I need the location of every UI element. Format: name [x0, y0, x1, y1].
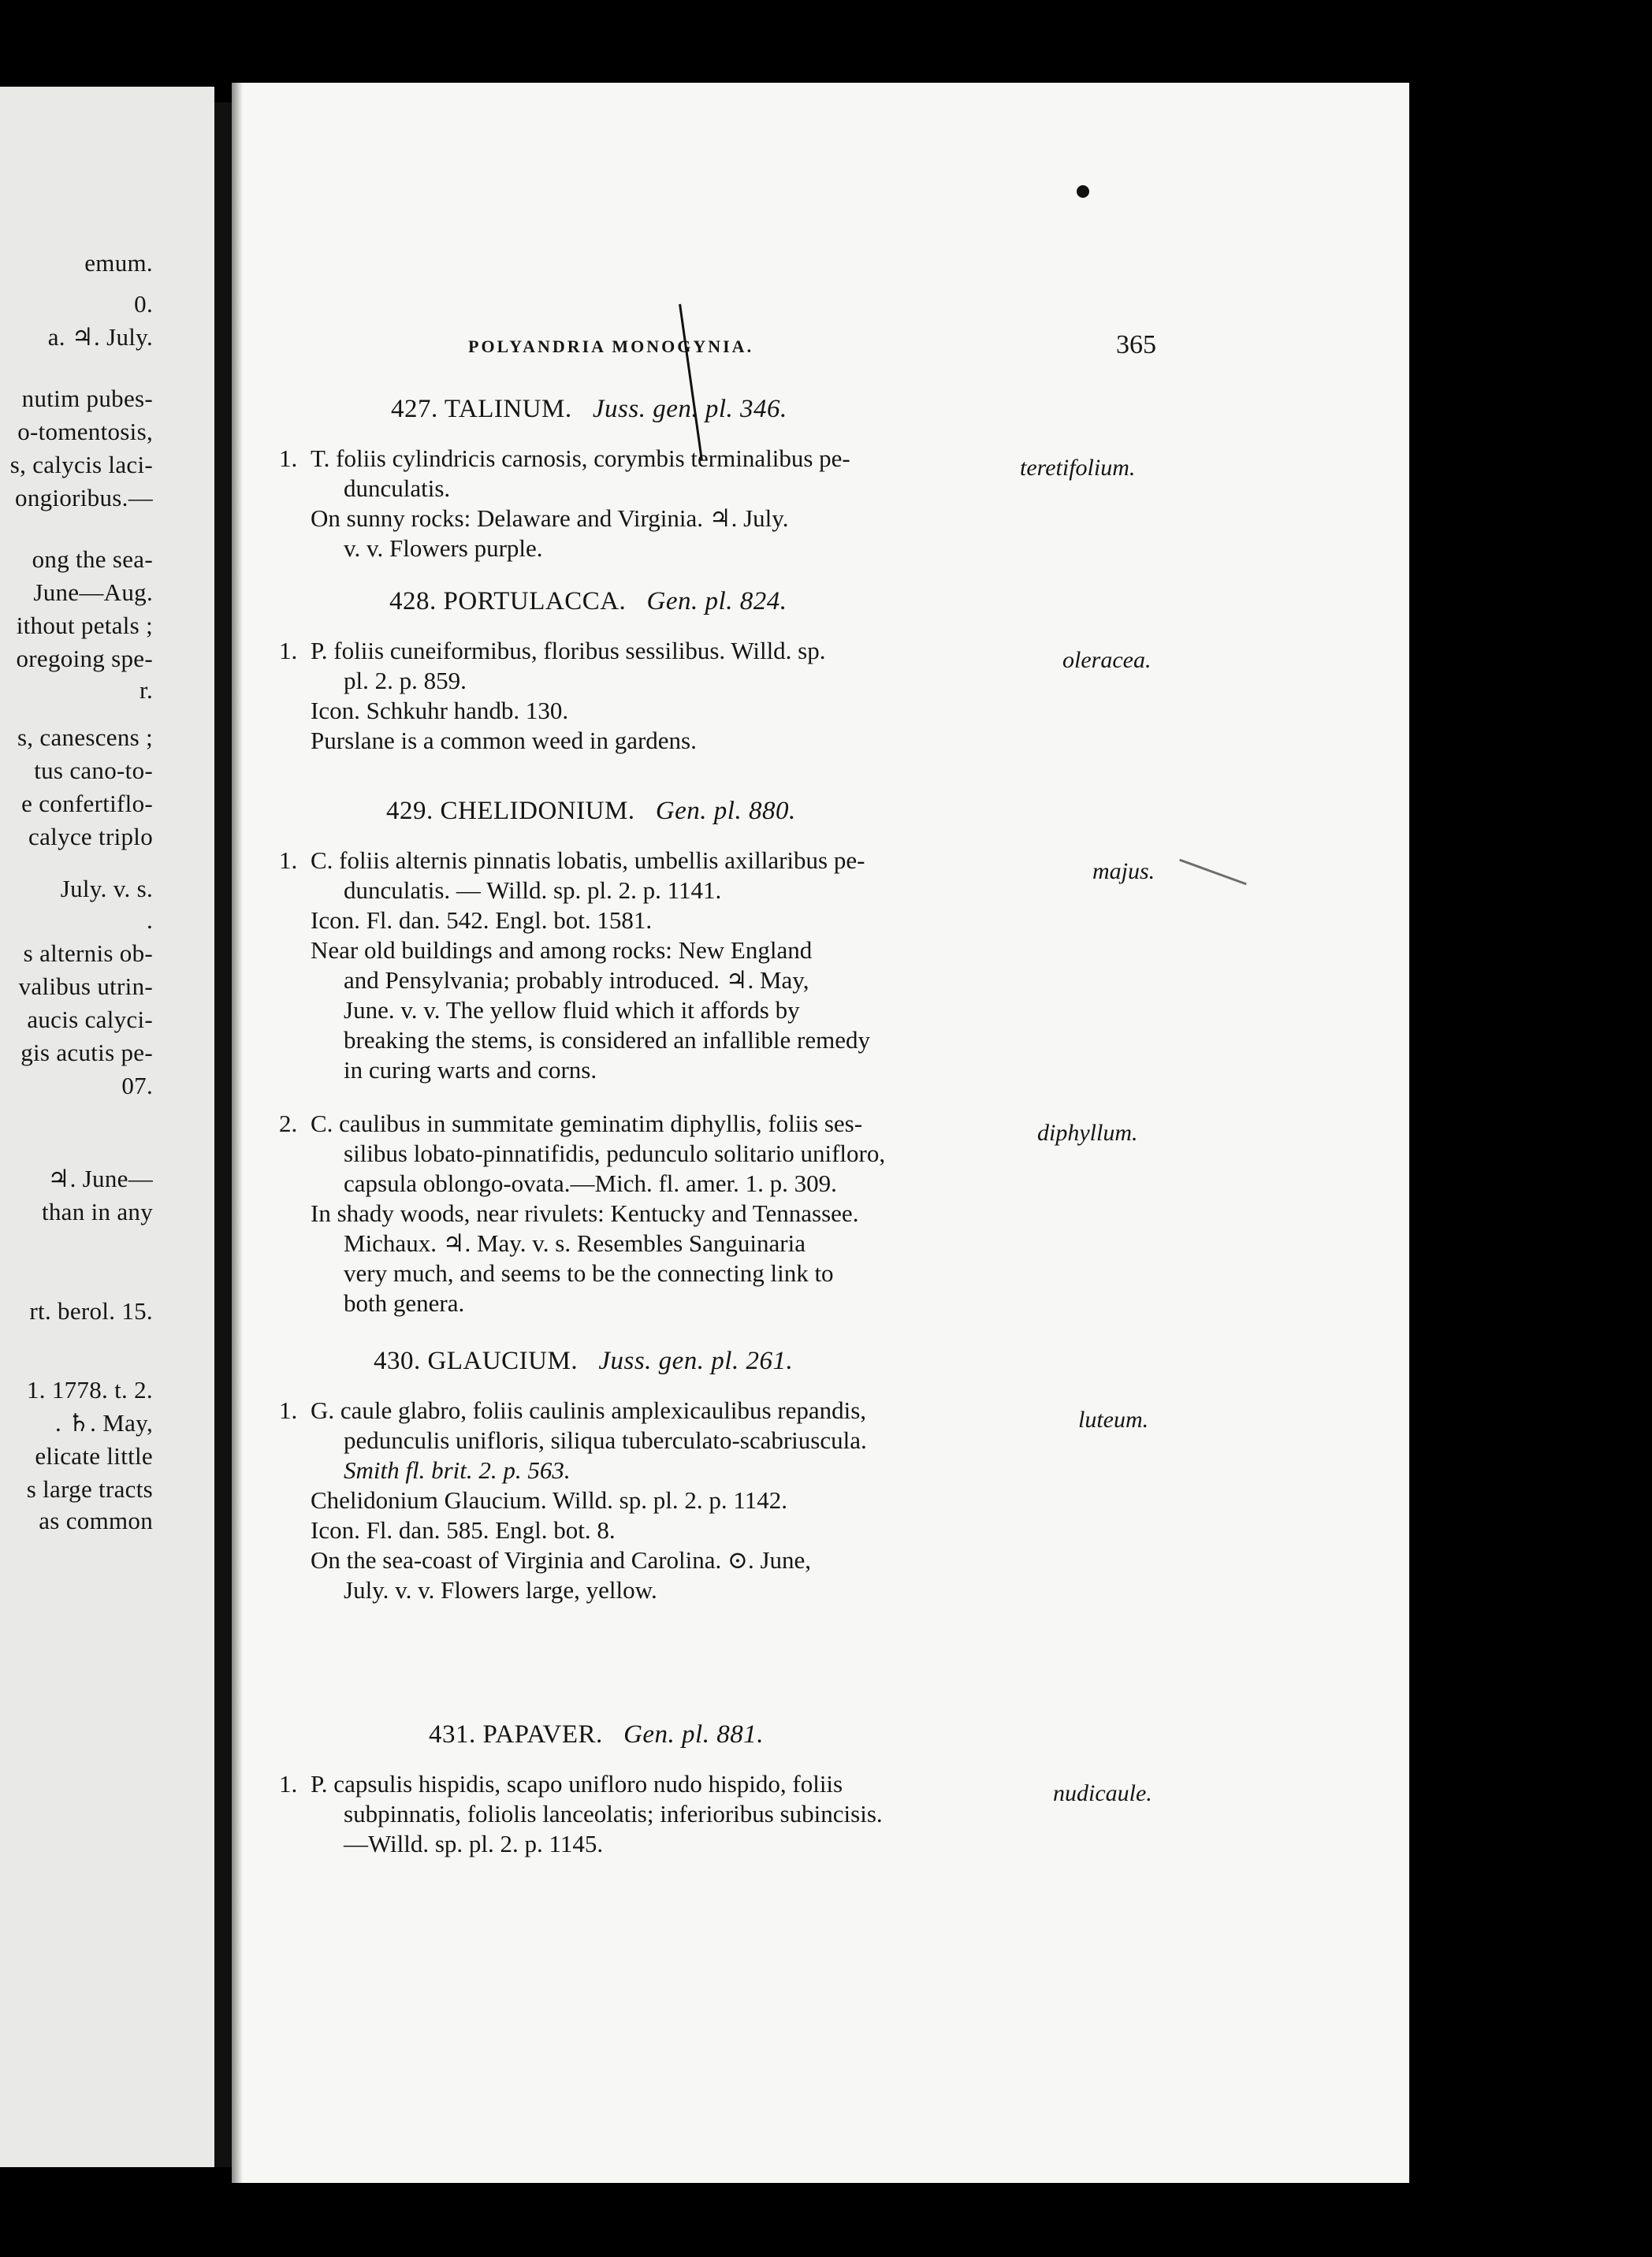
left-page-line: nutim pubes-: [21, 385, 153, 412]
left-page-line: elicate little: [35, 1442, 153, 1470]
entry-line: pedunculis unifloris, siliqua tuberculato-scabriuscula.: [344, 1426, 867, 1454]
species-name: teretifolium.: [1020, 455, 1136, 481]
entry-chelidonium-1: [279, 846, 1099, 1085]
entry-line: P. capsulis hispidis, scapo unifloro nudo hispido, foliis: [311, 1770, 843, 1798]
left-page-line: June—Aug.: [33, 578, 153, 606]
genus-heading-glaucium: [374, 1347, 793, 1376]
genus-title: 428. PORTULACCA.: [389, 587, 627, 615]
left-page-line: ong the sea-: [32, 545, 153, 573]
genus-title: 430. GLAUCIUM.: [374, 1347, 579, 1375]
genus-title: 431. PAPAVER.: [429, 1720, 603, 1749]
entry-number: 1.: [279, 1770, 298, 1798]
entry-note: Near old buildings and among rocks: New England: [311, 936, 813, 964]
left-page-line: July. v. s.: [60, 875, 153, 902]
left-page-line: than in any: [41, 1198, 153, 1225]
entry-note: Icon. Schkuhr handb. 130.: [311, 697, 569, 724]
left-page-line: r.: [140, 676, 153, 704]
genus-title: 429. CHELIDONIUM.: [386, 797, 635, 825]
left-page-line: s, canescens ;: [17, 723, 153, 751]
pencil-stroke: [1179, 859, 1247, 886]
entry-note: both genera.: [344, 1289, 465, 1317]
left-page-line: valibus utrin-: [18, 972, 153, 1000]
left-page-line: . ♄. May,: [54, 1409, 153, 1437]
entry-note: Icon. Fl. dan. 542. Engl. bot. 1581.: [311, 906, 653, 934]
page-edge-shadow: [232, 83, 243, 2183]
entry-line: capsula oblongo-ovata.—Mich. fl. amer. 1. p. 309.: [344, 1169, 837, 1197]
species-name: nudicaule.: [1053, 1780, 1152, 1806]
left-page-line: oregoing spe-: [16, 645, 153, 672]
entry-papaver-1: [279, 1769, 1099, 1859]
pencil-stroke: [679, 304, 703, 460]
left-page-line: gis acutis pe-: [20, 1039, 153, 1066]
entry-note: Icon. Fl. dan. 585. Engl. bot. 8.: [311, 1516, 616, 1544]
left-page-line: rt. berol. 15.: [29, 1297, 153, 1325]
entry-note: On sunny rocks: Delaware and Virginia. ♃. July.: [311, 504, 789, 532]
entry-note: v. v. Flowers purple.: [344, 534, 543, 562]
left-page-line: as common: [39, 1507, 153, 1534]
left-page-line: a. ♃. July.: [47, 323, 153, 351]
entry-line: pl. 2. p. 859.: [344, 667, 467, 694]
left-page-line: tus cano-to-: [34, 757, 153, 784]
left-page-line: 07.: [121, 1072, 153, 1099]
entry-portulacca-1: [279, 636, 1099, 756]
entry-note: Chelidonium Glaucium. Willd. sp. pl. 2. p. 1142.: [311, 1486, 787, 1514]
entry-chelidonium-2: [279, 1109, 1099, 1318]
entry-note: In shady woods, near rivulets: Kentucky and Tennassee.: [311, 1199, 859, 1227]
page-gutter: [214, 102, 232, 2167]
genus-reference: Juss. gen. pl. 346.: [592, 395, 787, 423]
left-page-line: 0.: [134, 290, 153, 318]
left-page-line: ♃. June—: [47, 1165, 153, 1192]
left-page-fragment: [0, 87, 214, 2167]
genus-reference: Juss. gen. pl. 261.: [598, 1347, 794, 1375]
left-page-line: s large tracts: [26, 1475, 153, 1503]
species-name: diphyllum.: [1037, 1120, 1138, 1146]
left-page-line: aucis calyci-: [27, 1006, 153, 1033]
left-page-line: 1. 1778. t. 2.: [26, 1376, 153, 1404]
entry-line: silibus lobato-pinnatifidis, pedunculo solitario unifloro,: [344, 1140, 886, 1167]
entry-note: very much, and seems to be the connecting link to: [344, 1259, 834, 1287]
entry-line: G. caule glabro, foliis caulinis amplexicaulibus repandis,: [311, 1396, 867, 1424]
species-name: luteum.: [1078, 1407, 1149, 1433]
entry-note: Michaux. ♃. May. v. s. Resembles Sanguinaria: [344, 1229, 806, 1257]
entry-number: 2.: [279, 1110, 298, 1137]
entry-line: Smith fl. brit. 2. p. 563.: [344, 1456, 571, 1484]
entry-glaucium-1: [279, 1396, 1099, 1605]
entry-note: July. v. v. Flowers large, yellow.: [344, 1576, 657, 1604]
genus-reference: Gen. pl. 880.: [655, 797, 796, 825]
entry-number: 1.: [279, 637, 298, 664]
genus-reference: Gen. pl. 881.: [623, 1720, 764, 1749]
left-page-line: ongioribus.—: [15, 484, 153, 511]
page-number: 365: [1116, 330, 1156, 359]
scan-blot: [1077, 185, 1089, 198]
entry-number: 1.: [279, 846, 298, 874]
entry-number: 1.: [279, 1396, 298, 1424]
left-page-line: emum.: [84, 249, 153, 277]
entry-line: dunculatis.: [344, 474, 451, 502]
entry-note: and Pensylvania; probably introduced. ♃. May,: [344, 966, 809, 994]
entry-note: Purslane is a common weed in gardens.: [311, 727, 697, 754]
left-page-line: .: [146, 906, 153, 934]
left-page-line: o-tomentosis,: [17, 418, 153, 445]
genus-heading-portulacca: [389, 587, 787, 616]
left-page-line: s alternis ob-: [23, 939, 153, 967]
genus-title: 427. TALINUM.: [391, 395, 572, 423]
entry-note: breaking the stems, is considered an infallible remedy: [344, 1026, 871, 1054]
book-page: [232, 83, 1409, 2183]
entry-line: P. foliis cuneiformibus, floribus sessilibus. Willd. sp.: [311, 637, 826, 664]
entry-line: dunculatis. — Willd. sp. pl. 2. p. 1141.: [344, 876, 722, 904]
left-page-line: s, calycis laci-: [9, 451, 153, 478]
genus-reference: Gen. pl. 824.: [646, 587, 787, 615]
genus-heading-papaver: [429, 1720, 764, 1749]
entry-line: —Willd. sp. pl. 2. p. 1145.: [344, 1830, 604, 1857]
left-page-line: e confertiflo-: [21, 790, 153, 817]
genus-heading-chelidonium: [386, 797, 796, 826]
entry-line: T. foliis cylindricis carnosis, corymbis terminalibus pe-: [311, 444, 850, 472]
entry-talinum-1: [279, 444, 1099, 563]
entry-line: subpinnatis, foliolis lanceolatis; inferioribus subincisis.: [344, 1800, 883, 1828]
species-name: oleracea.: [1062, 647, 1152, 673]
entry-line: C. caulibus in summitate geminatim diphyllis, foliis ses-: [311, 1110, 863, 1137]
left-page-line: calyce triplo: [28, 823, 153, 850]
genus-heading-talinum: [391, 395, 787, 424]
running-header: POLYANDRIA MONOGYNIA.: [468, 337, 754, 356]
entry-line: C. foliis alternis pinnatis lobatis, umbellis axillaribus pe-: [311, 846, 865, 874]
entry-note: in curing warts and corns.: [344, 1056, 597, 1084]
entry-note: On the sea-coast of Virginia and Carolina. ⊙. June,: [311, 1546, 812, 1574]
left-page-line: ithout petals ;: [16, 612, 153, 639]
entry-note: June. v. v. The yellow fluid which it affords by: [344, 996, 800, 1024]
entry-number: 1.: [279, 444, 298, 472]
species-name: majus.: [1092, 858, 1155, 884]
